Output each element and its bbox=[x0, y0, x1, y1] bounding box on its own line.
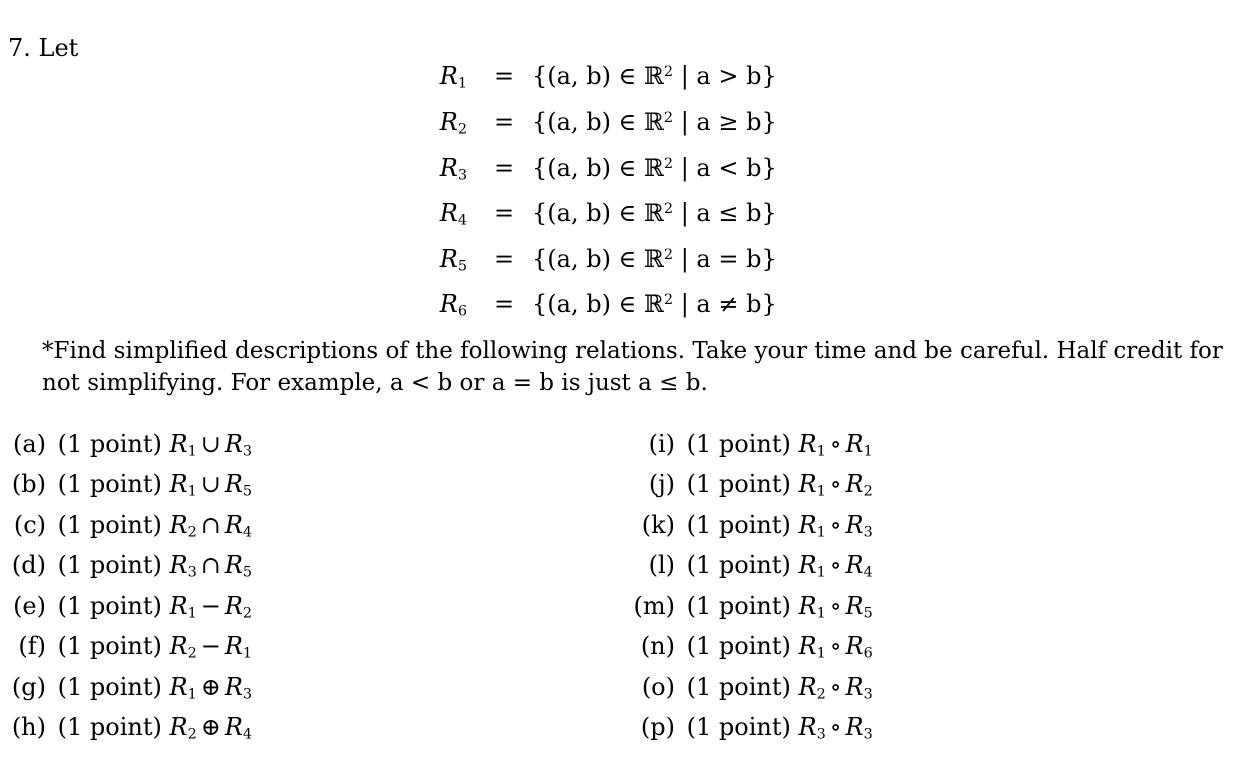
relation-index: 4 bbox=[457, 212, 467, 229]
part-points: (1 point) bbox=[679, 713, 799, 741]
part-tag: (k) bbox=[641, 511, 675, 539]
part-tag: (c) bbox=[13, 511, 46, 539]
set-condition: | a ≠ b} bbox=[673, 290, 777, 318]
set-open: {(a, b) ∈ ℝ bbox=[532, 290, 664, 318]
part-item bbox=[627, 470, 873, 498]
part-expression bbox=[169, 551, 252, 579]
part-expression bbox=[798, 430, 872, 458]
relation-letter: R bbox=[224, 511, 243, 539]
problem-label: 7. Let bbox=[8, 34, 79, 62]
equals-sign: = bbox=[494, 108, 515, 136]
set-exponent: 2 bbox=[663, 201, 674, 218]
instructions-line-1: *Find simplified descriptions of the following relations. Take your time and be careful. Half credit for bbox=[42, 338, 1223, 364]
relation-letter: R bbox=[798, 470, 817, 498]
set-open: {(a, b) ∈ ℝ bbox=[532, 245, 664, 273]
part-points: (1 point) bbox=[679, 673, 799, 701]
set-operator: − bbox=[200, 632, 221, 660]
set-operator: ∘ bbox=[829, 551, 842, 579]
relation-index: 3 bbox=[242, 443, 253, 460]
relation-index: 1 bbox=[816, 645, 826, 662]
part-points: (1 point) bbox=[679, 430, 799, 458]
relation-letter: R bbox=[224, 551, 243, 579]
relation-letter: R bbox=[439, 108, 458, 136]
relation-letter: R bbox=[845, 713, 864, 741]
relation-index: 1 bbox=[457, 75, 467, 92]
set-open: {(a, b) ∈ ℝ bbox=[532, 199, 664, 227]
set-exponent: 2 bbox=[663, 156, 674, 173]
set-condition: | a > b} bbox=[673, 62, 777, 90]
set-exponent: 2 bbox=[663, 64, 674, 81]
relation-name bbox=[440, 290, 467, 318]
part-expression bbox=[798, 673, 872, 701]
relation-letter: R bbox=[169, 592, 188, 620]
relation-letter: R bbox=[798, 592, 817, 620]
part-points: (1 point) bbox=[679, 632, 799, 660]
relation-index: 3 bbox=[816, 726, 826, 743]
part-item bbox=[0, 551, 252, 579]
equals-sign: = bbox=[494, 62, 515, 90]
relation-letter: R bbox=[845, 632, 864, 660]
equals-sign: = bbox=[494, 290, 515, 318]
part-expression bbox=[798, 713, 872, 741]
relation-name bbox=[440, 199, 467, 227]
set-condition: | a ≥ b} bbox=[673, 108, 777, 136]
relation-index: 4 bbox=[242, 726, 253, 743]
relation-letter: R bbox=[439, 199, 458, 227]
relation-letter: R bbox=[798, 430, 817, 458]
relation-letter: R bbox=[439, 62, 458, 90]
relation-letter: R bbox=[169, 551, 188, 579]
relation-letter: R bbox=[845, 551, 864, 579]
part-expression bbox=[169, 430, 252, 458]
part-points: (1 point) bbox=[50, 713, 170, 741]
relation-letter: R bbox=[169, 673, 188, 701]
part-item bbox=[0, 632, 252, 660]
part-item bbox=[627, 430, 873, 458]
part-tag: (m) bbox=[633, 592, 675, 620]
relation-index: 1 bbox=[816, 443, 826, 460]
part-expression bbox=[169, 470, 252, 498]
relation-index: 2 bbox=[816, 686, 826, 703]
part-item bbox=[0, 673, 252, 701]
relation-name bbox=[440, 108, 467, 136]
relation-letter: R bbox=[845, 673, 864, 701]
relation-index: 3 bbox=[863, 686, 873, 703]
part-expression bbox=[798, 470, 872, 498]
relation-index: 3 bbox=[863, 726, 873, 743]
equals-sign: = bbox=[494, 199, 515, 227]
relation-letter: R bbox=[845, 511, 864, 539]
set-operator: ∘ bbox=[829, 673, 842, 701]
relation-letter: R bbox=[224, 632, 243, 660]
relation-index: 1 bbox=[187, 483, 197, 500]
part-expression bbox=[169, 673, 252, 701]
set-open: {(a, b) ∈ ℝ bbox=[532, 154, 664, 182]
part-item bbox=[627, 673, 873, 701]
relation-index: 6 bbox=[863, 645, 873, 662]
relation-letter: R bbox=[439, 290, 458, 318]
relation-letter: R bbox=[169, 430, 188, 458]
part-item bbox=[627, 713, 873, 741]
set-operator: ∘ bbox=[829, 713, 842, 741]
part-points: (1 point) bbox=[679, 511, 799, 539]
relation-index: 5 bbox=[242, 483, 253, 500]
part-tag: (e) bbox=[13, 592, 46, 620]
set-operator: ∘ bbox=[829, 470, 842, 498]
relation-index: 2 bbox=[242, 605, 253, 622]
relation-letter: R bbox=[798, 673, 817, 701]
part-expression bbox=[798, 592, 872, 620]
relation-index: 3 bbox=[242, 686, 253, 703]
relation-letter: R bbox=[798, 551, 817, 579]
part-item bbox=[0, 470, 252, 498]
part-expression bbox=[169, 592, 252, 620]
relation-letter: R bbox=[845, 430, 864, 458]
set-builder bbox=[532, 245, 777, 273]
equals-sign: = bbox=[494, 154, 515, 182]
relation-name bbox=[440, 245, 467, 273]
part-item bbox=[0, 430, 252, 458]
relation-index: 2 bbox=[863, 483, 873, 500]
relation-index: 1 bbox=[187, 443, 197, 460]
set-condition: | a = b} bbox=[673, 245, 777, 273]
relation-index: 5 bbox=[863, 605, 873, 622]
part-tag: (g) bbox=[11, 673, 46, 701]
relation-letter: R bbox=[439, 154, 458, 182]
part-tag: (o) bbox=[641, 673, 675, 701]
relation-index: 1 bbox=[187, 605, 197, 622]
relation-letter: R bbox=[845, 470, 864, 498]
part-tag: (n) bbox=[640, 632, 675, 660]
part-tag: (f) bbox=[18, 632, 46, 660]
set-operator: ∘ bbox=[829, 430, 842, 458]
part-points: (1 point) bbox=[50, 551, 170, 579]
part-points: (1 point) bbox=[50, 430, 170, 458]
part-item bbox=[627, 592, 873, 620]
relation-index: 1 bbox=[816, 605, 826, 622]
set-exponent: 2 bbox=[663, 292, 674, 309]
relation-index: 3 bbox=[457, 167, 467, 184]
relation-index: 3 bbox=[187, 564, 197, 581]
part-points: (1 point) bbox=[50, 470, 170, 498]
part-points: (1 point) bbox=[679, 592, 799, 620]
relation-letter: R bbox=[224, 592, 243, 620]
relation-letter: R bbox=[224, 713, 243, 741]
part-item bbox=[0, 713, 252, 741]
set-builder bbox=[532, 154, 777, 182]
relation-letter: R bbox=[224, 470, 243, 498]
part-item bbox=[627, 511, 873, 539]
set-builder bbox=[532, 290, 777, 318]
set-builder bbox=[532, 62, 777, 90]
set-operator: ∪ bbox=[200, 470, 221, 498]
relation-letter: R bbox=[224, 430, 243, 458]
relation-index: 2 bbox=[457, 121, 467, 138]
part-expression bbox=[169, 713, 252, 741]
set-operator: ∘ bbox=[829, 632, 842, 660]
relation-letter: R bbox=[798, 713, 817, 741]
part-item bbox=[0, 511, 252, 539]
part-points: (1 point) bbox=[679, 551, 799, 579]
relation-index: 4 bbox=[242, 524, 253, 541]
relation-index: 1 bbox=[816, 524, 826, 541]
set-exponent: 2 bbox=[663, 110, 674, 127]
relation-name bbox=[440, 62, 467, 90]
set-operator: ∩ bbox=[200, 551, 221, 579]
part-expression bbox=[169, 511, 252, 539]
part-expression bbox=[169, 632, 252, 660]
relation-index: 3 bbox=[863, 524, 873, 541]
relation-index: 2 bbox=[187, 645, 197, 662]
relation-letter: R bbox=[798, 632, 817, 660]
relation-index: 6 bbox=[457, 303, 467, 320]
equals-sign: = bbox=[494, 245, 515, 273]
relation-index: 2 bbox=[187, 524, 197, 541]
part-item bbox=[627, 632, 873, 660]
part-item bbox=[0, 592, 252, 620]
relation-index: 1 bbox=[863, 443, 873, 460]
set-condition: | a < b} bbox=[673, 154, 777, 182]
set-operator: ∩ bbox=[200, 511, 221, 539]
relation-letter: R bbox=[845, 592, 864, 620]
part-tag: (a) bbox=[12, 430, 46, 458]
part-tag: (i) bbox=[648, 430, 675, 458]
set-builder bbox=[532, 199, 777, 227]
relation-letter: R bbox=[169, 470, 188, 498]
part-tag: (b) bbox=[11, 470, 46, 498]
part-points: (1 point) bbox=[50, 511, 170, 539]
set-operator: ∘ bbox=[829, 511, 842, 539]
part-points: (1 point) bbox=[679, 470, 799, 498]
set-condition: | a ≤ b} bbox=[673, 199, 777, 227]
relation-index: 1 bbox=[242, 645, 253, 662]
set-operator: ∘ bbox=[829, 592, 842, 620]
relation-index: 5 bbox=[242, 564, 253, 581]
part-tag: (h) bbox=[11, 713, 46, 741]
set-open: {(a, b) ∈ ℝ bbox=[532, 108, 664, 136]
set-builder bbox=[532, 108, 777, 136]
relation-index: 1 bbox=[816, 564, 826, 581]
instructions-line-2: not simplifying. For example, a < b or a = b is just a ≤ b. bbox=[42, 370, 708, 396]
set-operator: ⊕ bbox=[200, 673, 221, 701]
relation-index: 1 bbox=[187, 686, 197, 703]
relation-letter: R bbox=[169, 632, 188, 660]
relation-index: 1 bbox=[816, 483, 826, 500]
relation-name bbox=[440, 154, 467, 182]
set-exponent: 2 bbox=[663, 247, 674, 264]
relation-index: 2 bbox=[187, 726, 197, 743]
relation-letter: R bbox=[169, 713, 188, 741]
relation-letter: R bbox=[798, 511, 817, 539]
relation-index: 5 bbox=[457, 258, 467, 275]
part-tag: (p) bbox=[640, 713, 675, 741]
part-tag: (l) bbox=[648, 551, 675, 579]
relation-letter: R bbox=[169, 511, 188, 539]
relation-letter: R bbox=[224, 673, 243, 701]
set-operator: ⊕ bbox=[200, 713, 221, 741]
part-points: (1 point) bbox=[50, 592, 170, 620]
part-tag: (d) bbox=[11, 551, 46, 579]
part-tag: (j) bbox=[648, 470, 675, 498]
part-item bbox=[627, 551, 873, 579]
relation-letter: R bbox=[439, 245, 458, 273]
part-points: (1 point) bbox=[50, 632, 170, 660]
part-expression bbox=[798, 551, 872, 579]
relation-index: 4 bbox=[863, 564, 873, 581]
set-operator: ∪ bbox=[200, 430, 221, 458]
part-expression bbox=[798, 511, 872, 539]
set-open: {(a, b) ∈ ℝ bbox=[532, 62, 664, 90]
part-points: (1 point) bbox=[50, 673, 170, 701]
part-expression bbox=[798, 632, 872, 660]
set-operator: − bbox=[200, 592, 221, 620]
